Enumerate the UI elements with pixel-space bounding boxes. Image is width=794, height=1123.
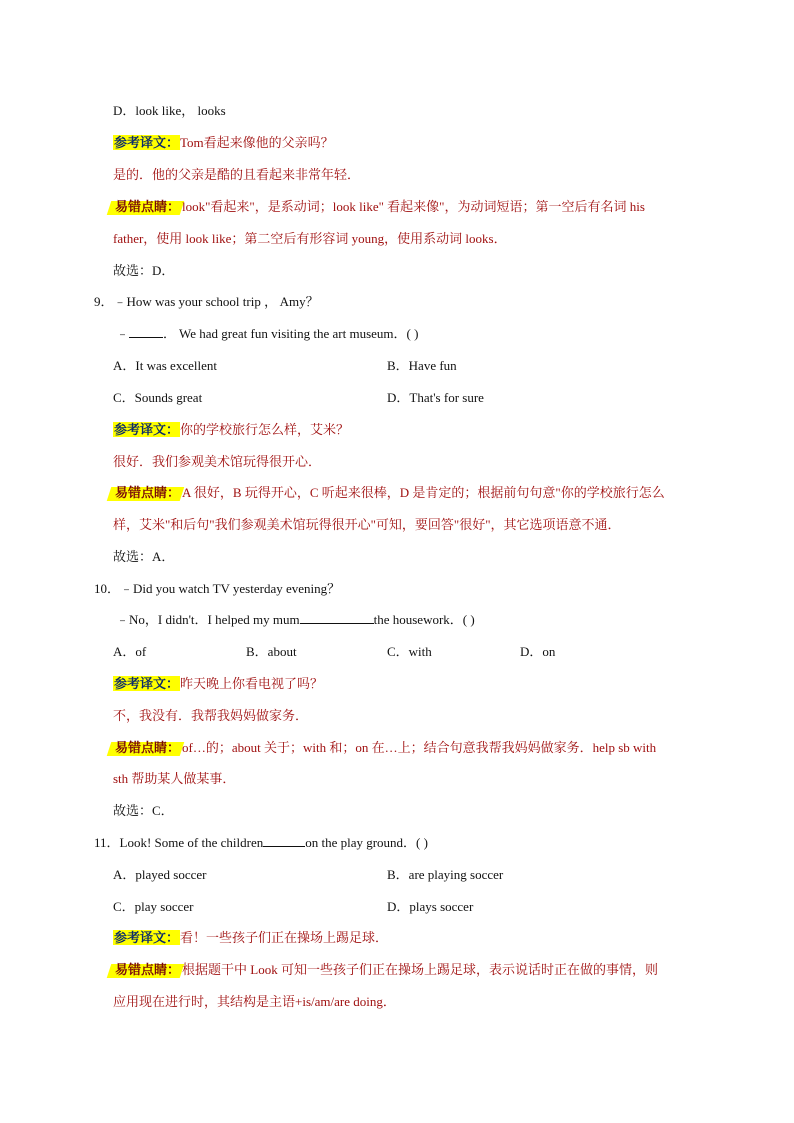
analysis-text: father，使用 look like；第二空后有形容词 young，使用系动词 looks． xyxy=(113,231,507,246)
question-10-response xyxy=(116,611,475,629)
option-a: A．of xyxy=(113,644,147,659)
analysis-text: of…的；about 关于；with 和；on 在…上；结合句意我帮我妈妈做家务．help sb with xyxy=(182,740,657,755)
analysis-label: 易错点睛： xyxy=(115,740,181,755)
question-number: 11． xyxy=(94,835,120,850)
question-text: on the play ground．( ) xyxy=(305,835,428,850)
translation-text: 很好．我们参观美术馆玩得很开心． xyxy=(113,454,322,469)
answer-line: 故选：A． xyxy=(113,549,175,564)
question-text: ﹣How was your school trip ， Amy？ xyxy=(113,294,319,309)
response-text: the housework．( ) xyxy=(373,612,475,627)
translation-line xyxy=(113,421,349,439)
translation-line xyxy=(113,134,334,152)
question-number: 9． xyxy=(94,294,114,309)
option-b: B．Have fun xyxy=(387,358,457,373)
question-11 xyxy=(94,834,428,852)
question-text: ﹣Did you watch TV yesterday evening？ xyxy=(120,581,341,596)
analysis-text: 根据题干中 Look 可知一些孩子们正在操场上踢足球，表示说话时正在做的事情，则 xyxy=(182,962,658,977)
option-c: C．with xyxy=(387,644,432,659)
option-d: D．look like， looks xyxy=(113,103,226,118)
translation-text: 不，我没有．我帮我妈妈做家务． xyxy=(113,708,309,723)
translation-label: 参考译文： xyxy=(114,676,180,691)
analysis-text: sth 帮助某人做某事． xyxy=(113,771,236,786)
translation-text: Tom看起来像他的父亲吗？ xyxy=(180,135,334,150)
analysis-line xyxy=(113,484,665,502)
analysis-label: 易错点睛： xyxy=(115,485,181,500)
response-text: ﹣No，I didn't．I helped my mum xyxy=(116,612,300,627)
translation-label: 参考译文： xyxy=(114,422,180,437)
option-d: D．That's for sure xyxy=(387,390,484,405)
option-d: D．on xyxy=(520,644,556,659)
answer-blank xyxy=(129,325,163,338)
translation-text: 是的．他的父亲是酷的且看起来非常年轻． xyxy=(113,167,361,182)
option-a: A．It was excellent xyxy=(113,358,217,373)
analysis-line xyxy=(113,198,645,216)
question-text: Look! Some of the children xyxy=(119,835,264,850)
analysis-label: 易错点睛： xyxy=(115,962,181,977)
dash: ﹣ xyxy=(116,326,130,341)
analysis-text: 样，艾米"和后句"我们参观美术馆玩得很开心"可知，要回答"很好"，其它选项语意不通． xyxy=(113,517,621,532)
analysis-line xyxy=(113,961,658,979)
answer-blank xyxy=(300,611,374,624)
option-a: A．played soccer xyxy=(113,867,207,882)
question-9 xyxy=(94,293,319,311)
translation-text: 看！一些孩子们正在操场上踢足球． xyxy=(180,930,389,945)
option-d: D．plays soccer xyxy=(387,899,474,914)
option-b: B．about xyxy=(246,644,297,659)
translation-label: 参考译文： xyxy=(114,930,180,945)
translation-label: 参考译文： xyxy=(114,135,180,150)
analysis-text: A 很好，B 玩得开心，C 听起来很棒，D 是肯定的；根据前句句意"你的学校旅行怎么 xyxy=(182,485,665,500)
answer-line: 故选：C． xyxy=(113,803,174,818)
analysis-text: look"看起来"，是系动词；look like" 看起来像"，为动词短语；第一空后有名词 his xyxy=(182,199,645,214)
option-b: B．are playing soccer xyxy=(387,867,504,882)
translation-line xyxy=(113,675,323,693)
option-c: C．play soccer xyxy=(113,899,194,914)
option-c: C．Sounds great xyxy=(113,390,203,405)
translation-line xyxy=(113,929,388,947)
question-number: 10． xyxy=(94,581,121,596)
answer-line: 故选：D． xyxy=(113,263,175,278)
analysis-text: 应用现在进行时，其结构是主语+is/am/are doing． xyxy=(113,994,396,1009)
question-10 xyxy=(94,580,340,598)
translation-text: 你的学校旅行怎么样，艾米？ xyxy=(180,422,350,437)
analysis-line xyxy=(113,739,656,757)
response-text: ． We had great fun visiting the art museum．( ) xyxy=(163,326,419,341)
analysis-label: 易错点睛： xyxy=(115,199,181,214)
question-9-response xyxy=(116,325,418,343)
translation-text: 昨天晚上你看电视了吗？ xyxy=(180,676,324,691)
answer-blank xyxy=(263,834,305,847)
